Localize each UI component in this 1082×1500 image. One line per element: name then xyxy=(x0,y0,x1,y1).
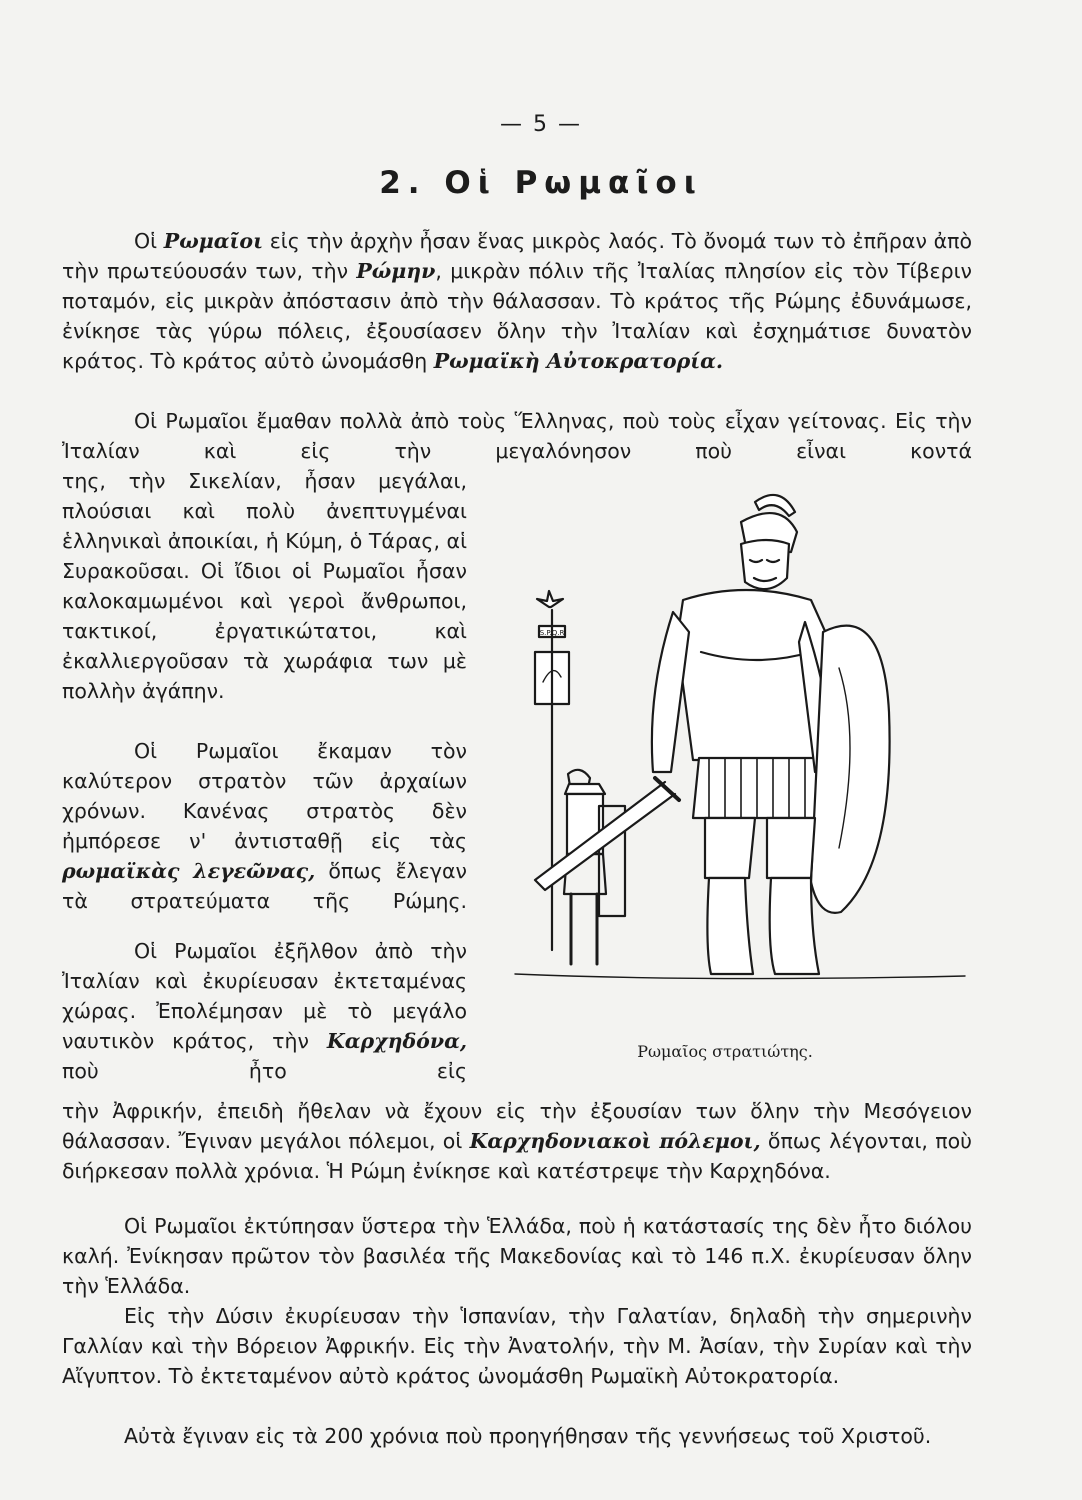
page-number: — 5 — xyxy=(500,112,582,137)
chapter-title: 2. Οἱ Ρωμαῖοι xyxy=(379,165,703,201)
paragraph-timeline: Αὐτὰ ἔγιναν εἰς τὰ 200 χρόνια ποὺ προηγήθησαν τῆς γεννήσεως τοῦ Χριστοῦ. xyxy=(124,1424,932,1448)
paragraph-carthage-narrow: Οἱ Ρωμαῖοι ἐξῆλθον ἀπὸ τὴν Ἰταλίαν καὶ ἐκυρίευσαν ἐκτεταμένας χώρας. Ἐπολέμησαν μὲ τὸ μεγάλο ναυτικὸν κράτος, τὴν Καρχηδόνα, ποὺ ἦτο εἰς xyxy=(62,939,467,1083)
standard-label: S.P.Q.R xyxy=(539,629,565,637)
paragraph-west-east-conquest: Εἰς τὴν Δύσιν ἐκυρίευσαν τὴν Ἱσπανίαν, τὴν Γαλατίαν, δηλαδὴ τὴν σημερινὴν Γαλλίαν καὶ τὴν Βόρειον Ἀφρικήν. Εἰς τὴν Ἀνατολήν, τὴν Μ. Ἀσίαν, τὴν Συρίαν καὶ τὴν Αἴγυπτον. Τὸ ἐκτεταμένον αὐτὸ κράτος ὠνομάσθη Ρωμαϊκὴ Αὐτοκρατορία. xyxy=(62,1304,972,1388)
paragraph-romans-origin: Οἱ Ρωμαῖοι εἰς τὴν ἀρχὴν ἦσαν ἕνας μικρὸς λαός. Τὸ ὄνομά των τὸ ἐπῆραν ἀπὸ τὴν πρωτεύουσάν των, τὴν Ρώμην, μικρὰν πόλιν τῆς Ἰταλίας πλησίον εἰς τὸν Τίβεριν ποταμόν, εἰς μικρὰν ἀπόστασιν ἀπὸ τὴν θάλασσαν. Τὸ κράτος τῆς Ρώμης ἐδυνάμωσε, ἐνίκησε τὰς γύρω πόλεις, ἐξουσίασεν ὅλην τὴν Ἰταλίαν καὶ ἐσχημάτισε δυνατὸν κράτος. Τὸ κράτος αὐτὸ ὠνομάσθη Ρωμαϊκὴ Αὐτοκρατορία. xyxy=(62,229,972,373)
paragraph-greek-neighbors-narrow: της, τὴν Σικελίαν, ἦσαν μεγάλαι, πλούσιαι καὶ πολὺ ἀνεπτυγμέναι ἑλληνικαὶ ἀποικίαι, ἡ Κύμη, ὁ Τάρας, αἱ Συρακοῦσαι. Οἱ ἴδιοι οἱ Ρωμαῖοι ἦσαν καλοκαμωμένοι καὶ γεροὶ ἄνθρωποι, τακτικοί, ἐργατικώτατοι, καὶ ἐκαλλιεργοῦσαν τὰ χωράφια των μὲ πολλὴν ἀγάπην. xyxy=(62,469,467,703)
roman-soldier-illustration xyxy=(505,482,975,992)
paragraph-greece-conquest: Οἱ Ρωμαῖοι ἐκτύπησαν ὕστερα τὴν Ἑλλάδα, ποὺ ἡ κατάστασίς της δὲν ἦτο διόλου καλή. Ἐνίκησαν πρῶτον τὸν βασιλέα τῆς Μακεδονίας καὶ τὸ 146 π.Χ. ἐκυρίευσαν ὅλην τὴν Ἑλλάδα. xyxy=(62,1214,972,1298)
legionary-soldier xyxy=(535,495,890,974)
paragraph-carthage-wide: τὴν Ἀφρικήν, ἐπειδὴ ἤθελαν νὰ ἔχουν εἰς τὴν ἐξουσίαν των ὅλην τὴν Μεσόγειον θάλασσαν. Ἔγιναν μεγάλοι πόλεμοι, οἱ Καρχηδονιακοὶ πόλεμοι, ὅπως λέγονται, ποὺ διήρκεσαν πολλὰ χρόνια. Ἡ Ρώμη ἐνίκησε καὶ κατέστρεψε τὴν Καρχηδόνα. xyxy=(62,1099,972,1183)
paragraph-roman-army: Οἱ Ρωμαῖοι ἔκαμαν τὸν καλύτερον στρατὸν τῶν ἀρχαίων χρόνων. Κανένας στρατὸς δὲν ἠμπόρεσε ν' ἀντισταθῇ εἰς τὰς ρωμαϊκὰς λεγεῶνας, ὅπως ἔλεγαν τὰ στρατεύματα τῆς Ρώμης. xyxy=(62,739,467,913)
figure-caption: Ρωμαῖος στρατιώτης. xyxy=(637,1042,813,1061)
paragraph-greek-neighbors-wide: Οἱ Ρωμαῖοι ἔμαθαν πολλὰ ἀπὸ τοὺς Ἕλληνας, ποὺ τοὺς εἶχαν γείτονας. Εἰς τὴν Ἰταλίαν καὶ εἰς τὴν μεγαλόνησον ποὺ εἶναι κοντά xyxy=(62,409,972,463)
standard-bearer xyxy=(535,591,625,964)
